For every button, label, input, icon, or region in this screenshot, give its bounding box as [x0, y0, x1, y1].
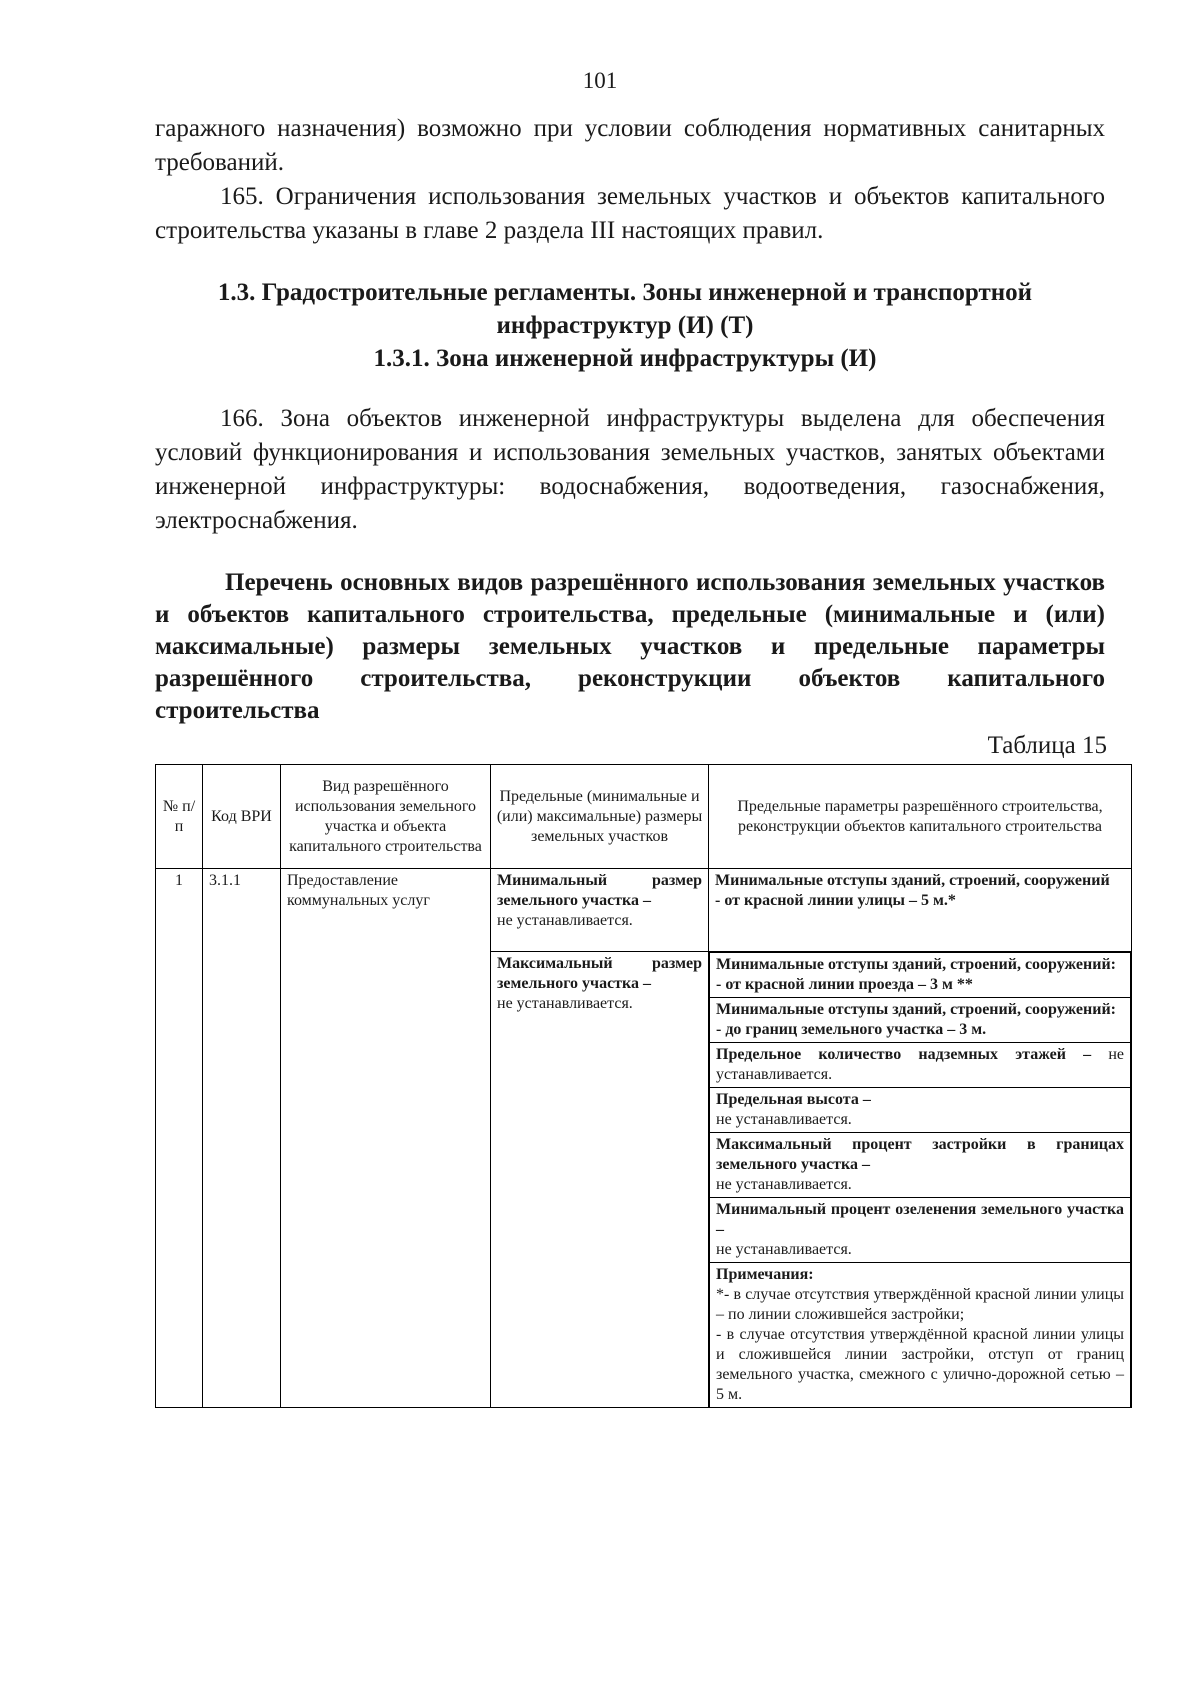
header-params: Предельные параметры разрешённого строительства, реконструкции объектов капитального строительства [709, 765, 1132, 869]
param-4-value: не устанавливается. [716, 1046, 1124, 1083]
cell-max-size [491, 952, 709, 1408]
param-2-detail: - от красной линии проезда – 3 м ** [716, 976, 973, 993]
param-5 [710, 1088, 1131, 1133]
param-1-title: Минимальные отступы зданий, строений, сооружений [715, 872, 1110, 889]
page-number: 101 [582, 68, 618, 93]
param-1-detail: - от красной линии улицы – 5 м.* [715, 892, 956, 909]
param-7-value: не устанавливается. [716, 1241, 852, 1258]
header-use: Вид разрешённого использования земельного участка и объекта капитального строительства [281, 765, 491, 869]
param-3-detail: - до границ земельного участка – 3 м. [716, 1021, 987, 1038]
param-3 [710, 998, 1131, 1043]
max-size-value: не устанавливается. [497, 995, 633, 1012]
param-2-title: Минимальные отступы зданий, строений, сооружений: [716, 956, 1116, 973]
note-1: *- в случае отсутствия утверждённой красной линии улицы – по линии сложившейся застройки; [716, 1286, 1124, 1323]
param-5-title: Предельная высота – [716, 1091, 871, 1108]
regulations-table [155, 764, 1132, 1408]
param-6 [710, 1133, 1131, 1198]
param-2 [710, 953, 1131, 998]
subsection-heading: 1.3.1. Зона инженерной инфраструктуры (И) [373, 345, 877, 372]
min-size-title: Минимальный размер земельного участка – [497, 872, 702, 909]
table-caption: Таблица 15 [987, 732, 1107, 759]
param-7-title: Минимальный процент озеленения земельного участка – [716, 1201, 1124, 1238]
param-4 [710, 1043, 1131, 1088]
cell-params-list [709, 952, 1132, 1408]
paragraph-166: 166. Зона объектов инженерной инфраструктуры выделена для обеспечения условий функционирования и использования земельных участков, занятых объектами инженерной инфраструктуры: водоснабжения, водоотведения, газоснабжения, электроснабжения. [155, 405, 1105, 534]
section-heading: 1.3. Градостроительные регламенты. Зоны инженерной и транспортной инфраструктур (И) (Т) [217, 279, 1033, 339]
header-num: № п/п [156, 765, 203, 869]
cell-min-size [491, 869, 709, 952]
cell-param-1 [709, 869, 1132, 952]
paragraph-continuation: гаражного назначения) возможно при условии соблюдения нормативных санитарных требований. [155, 115, 1105, 176]
table-row [156, 869, 1132, 952]
cell-use: Предоставление коммунальных услуг [281, 869, 491, 1408]
notes-title: Примечания: [716, 1266, 814, 1283]
param-5-value: не устанавливается. [716, 1111, 852, 1128]
param-4-title: Предельное количество надземных этажей – [716, 1046, 1092, 1063]
list-title: Перечень основных видов разрешённого использования земельных участков и объектов капитального строительства, предельные (минимальные и (или) максимальные) размеры земельных участков и предельные параметры разрешённого строительства, реконструкции объектов капитального строительства [155, 569, 1105, 724]
max-size-title: Максимальный размер земельного участка – [497, 955, 702, 992]
header-code: Код ВРИ [203, 765, 281, 869]
note-2: - в случае отсутствия утверждённой красной линии улицы и сложившейся линии застройки, отступ от границ земельного участка, смежного с улично-дорожной сетью – 5 м. [716, 1326, 1124, 1403]
param-6-value: не устанавливается. [716, 1176, 852, 1193]
paragraph-165: 165. Ограничения использования земельных участков и объектов капитального строительства указаны в главе 2 раздела III настоящих правил. [155, 183, 1105, 244]
cell-code: 3.1.1 [203, 869, 281, 1408]
header-sizes: Предельные (минимальные и (или) максимальные) размеры земельных участков [491, 765, 709, 869]
param-6-title: Максимальный процент застройки в границах земельного участка – [716, 1136, 1124, 1173]
param-3-title: Минимальные отступы зданий, строений, сооружений: [716, 1001, 1116, 1018]
params-subtable [709, 952, 1131, 1407]
notes [710, 1263, 1131, 1408]
min-size-value: не устанавливается. [497, 912, 633, 929]
cell-num: 1 [156, 869, 203, 1408]
param-7 [710, 1198, 1131, 1263]
